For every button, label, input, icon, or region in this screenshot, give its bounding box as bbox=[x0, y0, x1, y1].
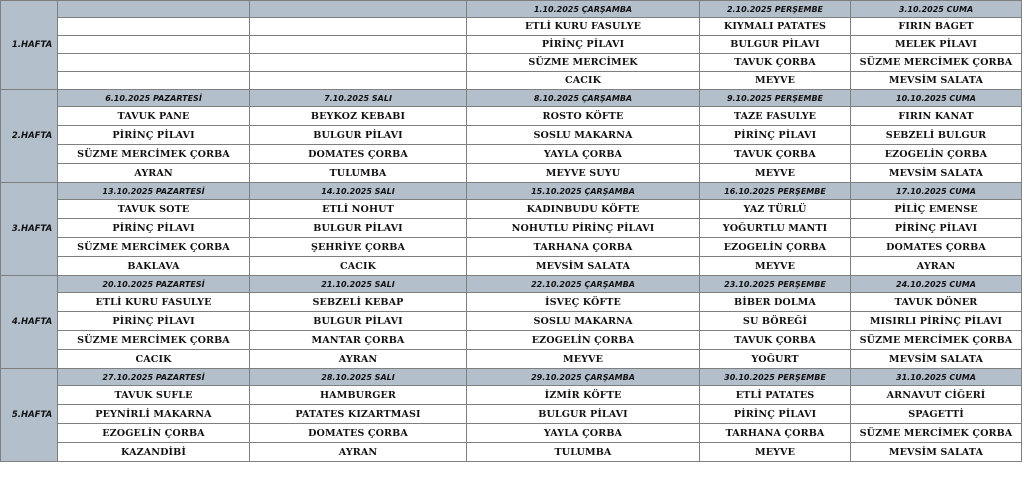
meal-cell: CACIK bbox=[467, 72, 700, 90]
meal-cell: SÜZME MERCİMEK ÇORBA bbox=[851, 331, 1022, 350]
meal-cell: MEYVE bbox=[700, 257, 851, 276]
meal-cell: KAZANDİBİ bbox=[58, 443, 250, 462]
meal-row bbox=[1, 219, 1022, 238]
meal-cell: EZOGELİN ÇORBA bbox=[851, 145, 1022, 164]
meal-row bbox=[1, 18, 1022, 36]
meal-cell: MEVSİM SALATA bbox=[851, 350, 1022, 369]
meal-cell: AYRAN bbox=[250, 443, 467, 462]
week-label: 3.HAFTA bbox=[1, 183, 58, 276]
date-row bbox=[1, 369, 1022, 386]
meal-cell: EZOGELİN ÇORBA bbox=[467, 331, 700, 350]
meal-row bbox=[1, 331, 1022, 350]
day-date-header: 23.10.2025 PERŞEMBE bbox=[700, 276, 851, 293]
meal-row bbox=[1, 257, 1022, 276]
meal-cell: BULGUR PİLAVI bbox=[250, 219, 467, 238]
meal-cell: SPAGETTİ bbox=[851, 405, 1022, 424]
meal-cell: TULUMBA bbox=[250, 164, 467, 183]
meal-cell: PİRİNÇ PİLAVI bbox=[851, 219, 1022, 238]
meal-cell: SÜZME MERCİMEK ÇORBA bbox=[58, 238, 250, 257]
meal-cell: BULGUR PİLAVI bbox=[250, 312, 467, 331]
meal-cell: YOĞURTLU MANTI bbox=[700, 219, 851, 238]
meal-cell: SOSLU MAKARNA bbox=[467, 126, 700, 145]
meal-row bbox=[1, 293, 1022, 312]
meal-cell: AYRAN bbox=[58, 164, 250, 183]
meal-cell: BEYKOZ KEBABI bbox=[250, 107, 467, 126]
meal-row bbox=[1, 164, 1022, 183]
week-label: 5.HAFTA bbox=[1, 369, 58, 462]
meal-cell: PİRİNÇ PİLAVI bbox=[700, 126, 851, 145]
meal-cell bbox=[58, 72, 250, 90]
meal-cell: PİRİNÇ PİLAVI bbox=[467, 36, 700, 54]
day-date-header: 24.10.2025 CUMA bbox=[851, 276, 1022, 293]
meal-cell: TAZE FASULYE bbox=[700, 107, 851, 126]
meal-cell: SÜZME MERCİMEK bbox=[467, 54, 700, 72]
meal-cell: TARHANA ÇORBA bbox=[700, 424, 851, 443]
week-block bbox=[1, 369, 1022, 462]
meal-cell: SEBZELİ KEBAP bbox=[250, 293, 467, 312]
meal-cell: SÜZME MERCİMEK ÇORBA bbox=[851, 54, 1022, 72]
meal-cell bbox=[250, 72, 467, 90]
meal-cell: TAVUK PANE bbox=[58, 107, 250, 126]
meal-cell: DOMATES ÇORBA bbox=[250, 424, 467, 443]
date-row bbox=[1, 183, 1022, 200]
date-row bbox=[1, 276, 1022, 293]
meal-cell: KIYMALI PATATES bbox=[700, 18, 851, 36]
meal-cell: TAVUK ÇORBA bbox=[700, 331, 851, 350]
meal-cell: ARNAVUT CİĞERİ bbox=[851, 386, 1022, 405]
meal-row bbox=[1, 107, 1022, 126]
meal-row bbox=[1, 386, 1022, 405]
meal-cell bbox=[58, 54, 250, 72]
meal-cell: ETLİ KURU FASULYE bbox=[58, 293, 250, 312]
meal-cell bbox=[250, 36, 467, 54]
meal-row bbox=[1, 238, 1022, 257]
day-date-header: 20.10.2025 PAZARTESİ bbox=[58, 276, 250, 293]
week-label: 2.HAFTA bbox=[1, 90, 58, 183]
meal-cell: YAYLA ÇORBA bbox=[467, 145, 700, 164]
meal-cell: PİRİNÇ PİLAVI bbox=[700, 405, 851, 424]
meal-cell bbox=[250, 18, 467, 36]
meal-cell: TAVUK ÇORBA bbox=[700, 145, 851, 164]
meal-cell: MELEK PİLAVI bbox=[851, 36, 1022, 54]
meal-cell: PEYNİRLİ MAKARNA bbox=[58, 405, 250, 424]
week-label: 4.HAFTA bbox=[1, 276, 58, 369]
day-date-header: 31.10.2025 CUMA bbox=[851, 369, 1022, 386]
day-date-header: 3.10.2025 CUMA bbox=[851, 1, 1022, 18]
meal-cell: PİRİNÇ PİLAVI bbox=[58, 219, 250, 238]
day-date-header bbox=[58, 1, 250, 18]
day-date-header: 13.10.2025 PAZARTESİ bbox=[58, 183, 250, 200]
meal-row bbox=[1, 54, 1022, 72]
meal-cell: ETLİ NOHUT bbox=[250, 200, 467, 219]
meal-cell: MEYVE bbox=[700, 164, 851, 183]
meal-cell: ETLİ PATATES bbox=[700, 386, 851, 405]
meal-cell: DOMATES ÇORBA bbox=[851, 238, 1022, 257]
meal-cell: SU BÖREĞİ bbox=[700, 312, 851, 331]
day-date-header: 28.10.2025 SALI bbox=[250, 369, 467, 386]
meal-cell: CACIK bbox=[58, 350, 250, 369]
meal-cell: İSVEÇ KÖFTE bbox=[467, 293, 700, 312]
meal-cell: MEVSİM SALATA bbox=[851, 164, 1022, 183]
meal-cell: FIRIN KANAT bbox=[851, 107, 1022, 126]
day-date-header: 21.10.2025 SALI bbox=[250, 276, 467, 293]
day-date-header: 10.10.2025 CUMA bbox=[851, 90, 1022, 107]
day-date-header: 22.10.2025 ÇARŞAMBA bbox=[467, 276, 700, 293]
day-date-header bbox=[250, 1, 467, 18]
day-date-header: 17.10.2025 CUMA bbox=[851, 183, 1022, 200]
day-date-header: 8.10.2025 ÇARŞAMBA bbox=[467, 90, 700, 107]
meal-cell: FIRIN BAGET bbox=[851, 18, 1022, 36]
meal-cell: İZMİR KÖFTE bbox=[467, 386, 700, 405]
meal-cell bbox=[250, 54, 467, 72]
week-block bbox=[1, 90, 1022, 183]
date-row bbox=[1, 1, 1022, 18]
meal-cell: AYRAN bbox=[250, 350, 467, 369]
meal-cell: SÜZME MERCİMEK ÇORBA bbox=[58, 331, 250, 350]
meal-cell: MEYVE bbox=[700, 443, 851, 462]
meal-cell: NOHUTLU PİRİNÇ PİLAVI bbox=[467, 219, 700, 238]
meal-cell: MEYVE bbox=[467, 350, 700, 369]
meal-cell: BAKLAVA bbox=[58, 257, 250, 276]
meal-cell: PİRİNÇ PİLAVI bbox=[58, 126, 250, 145]
meal-row bbox=[1, 312, 1022, 331]
week-block bbox=[1, 183, 1022, 276]
week-label: 1.HAFTA bbox=[1, 1, 58, 90]
day-date-header: 16.10.2025 PERŞEMBE bbox=[700, 183, 851, 200]
meal-cell bbox=[58, 36, 250, 54]
meal-cell: ROSTO KÖFTE bbox=[467, 107, 700, 126]
week-block bbox=[1, 1, 1022, 90]
day-date-header: 15.10.2025 ÇARŞAMBA bbox=[467, 183, 700, 200]
meal-cell: TAVUK SUFLE bbox=[58, 386, 250, 405]
meal-row bbox=[1, 200, 1022, 219]
day-date-header: 6.10.2025 PAZARTESİ bbox=[58, 90, 250, 107]
meal-cell: AYRAN bbox=[851, 257, 1022, 276]
date-row bbox=[1, 90, 1022, 107]
meal-cell: BİBER DOLMA bbox=[700, 293, 851, 312]
meal-cell: TARHANA ÇORBA bbox=[467, 238, 700, 257]
meal-row bbox=[1, 443, 1022, 462]
meal-cell: MEYVE bbox=[700, 72, 851, 90]
meal-cell: SÜZME MERCİMEK ÇORBA bbox=[58, 145, 250, 164]
meal-cell: MEVSİM SALATA bbox=[467, 257, 700, 276]
meal-cell: DOMATES ÇORBA bbox=[250, 145, 467, 164]
week-block bbox=[1, 276, 1022, 369]
day-date-header: 27.10.2025 PAZARTESİ bbox=[58, 369, 250, 386]
meal-row bbox=[1, 424, 1022, 443]
meal-cell: BULGUR PİLAVI bbox=[467, 405, 700, 424]
meal-cell: SÜZME MERCİMEK ÇORBA bbox=[851, 424, 1022, 443]
meal-cell: TAVUK ÇORBA bbox=[700, 54, 851, 72]
meal-cell: TAVUK DÖNER bbox=[851, 293, 1022, 312]
meal-cell: ŞEHRİYE ÇORBA bbox=[250, 238, 467, 257]
meal-row bbox=[1, 145, 1022, 164]
meal-row bbox=[1, 405, 1022, 424]
meal-cell: MISIRLI PİRİNÇ PİLAVI bbox=[851, 312, 1022, 331]
meal-row bbox=[1, 126, 1022, 145]
day-date-header: 30.10.2025 PERŞEMBE bbox=[700, 369, 851, 386]
meal-row bbox=[1, 350, 1022, 369]
meal-cell: MEVSİM SALATA bbox=[851, 443, 1022, 462]
meal-cell: PİRİNÇ PİLAVI bbox=[58, 312, 250, 331]
day-date-header: 14.10.2025 SALI bbox=[250, 183, 467, 200]
meal-cell: BULGUR PİLAVI bbox=[700, 36, 851, 54]
day-date-header: 2.10.2025 PERŞEMBE bbox=[700, 1, 851, 18]
meal-row bbox=[1, 36, 1022, 54]
meal-cell: MEVSİM SALATA bbox=[851, 72, 1022, 90]
meal-cell: HAMBURGER bbox=[250, 386, 467, 405]
meal-cell: PATATES KIZARTMASI bbox=[250, 405, 467, 424]
meal-cell: KADINBUDU KÖFTE bbox=[467, 200, 700, 219]
day-date-header: 29.10.2025 ÇARŞAMBA bbox=[467, 369, 700, 386]
meal-cell: BULGUR PİLAVI bbox=[250, 126, 467, 145]
meal-cell: MANTAR ÇORBA bbox=[250, 331, 467, 350]
meal-cell: EZOGELİN ÇORBA bbox=[700, 238, 851, 257]
meal-cell: SOSLU MAKARNA bbox=[467, 312, 700, 331]
meal-cell bbox=[58, 18, 250, 36]
day-date-header: 9.10.2025 PERŞEMBE bbox=[700, 90, 851, 107]
day-date-header: 7.10.2025 SALI bbox=[250, 90, 467, 107]
meal-cell: YAZ TÜRLÜ bbox=[700, 200, 851, 219]
meal-cell: YAYLA ÇORBA bbox=[467, 424, 700, 443]
meal-cell: EZOGELİN ÇORBA bbox=[58, 424, 250, 443]
meal-cell: PİLİÇ EMENSE bbox=[851, 200, 1022, 219]
day-date-header: 1.10.2025 ÇARŞAMBA bbox=[467, 1, 700, 18]
meal-cell: YOĞURT bbox=[700, 350, 851, 369]
meal-cell: ETLİ KURU FASULYE bbox=[467, 18, 700, 36]
meal-cell: TULUMBA bbox=[467, 443, 700, 462]
meal-row bbox=[1, 72, 1022, 90]
meal-cell: SEBZELİ BULGUR bbox=[851, 126, 1022, 145]
meal-cell: TAVUK SOTE bbox=[58, 200, 250, 219]
meal-cell: CACIK bbox=[250, 257, 467, 276]
meal-cell: MEYVE SUYU bbox=[467, 164, 700, 183]
